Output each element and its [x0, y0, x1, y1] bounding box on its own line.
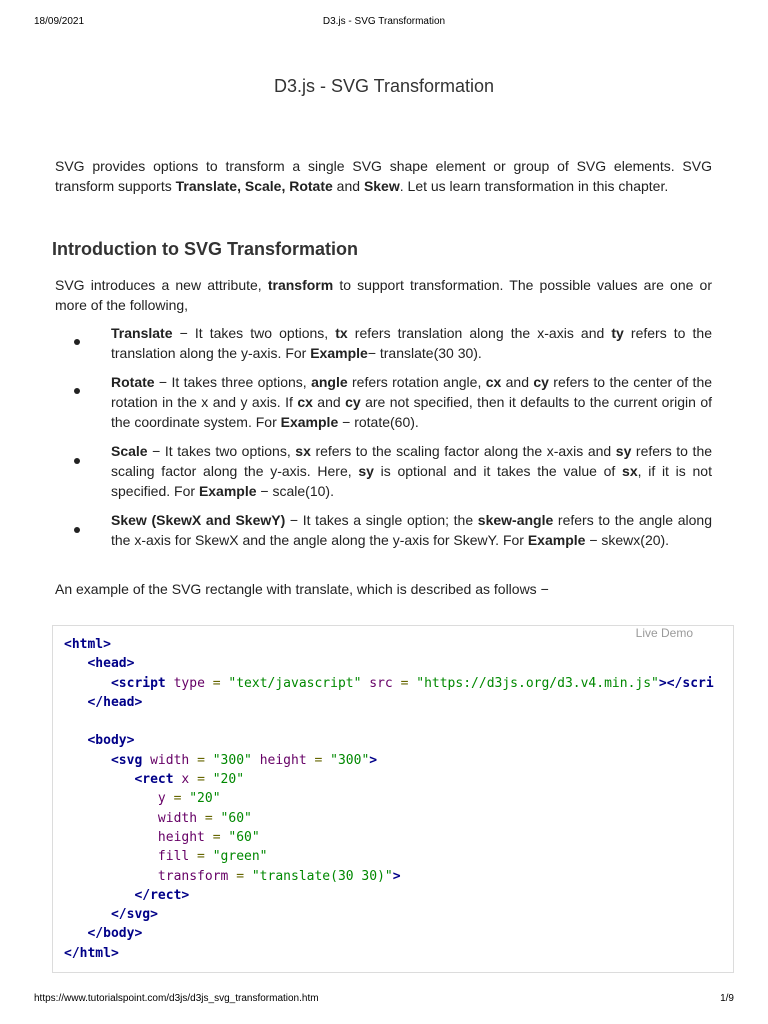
bullet-run: refers to the center of the rotation in the x and y axis. If — [111, 374, 713, 410]
code-line: <head> — [87, 656, 135, 672]
code-line: <body> — [87, 733, 135, 749]
bullet-bold: angle — [311, 374, 348, 390]
code-block — [52, 625, 734, 973]
bullet-run: − It takes three options, — [154, 374, 312, 390]
bullet-bold: sy — [358, 463, 374, 479]
bullet-run: − scale(10). — [256, 483, 334, 499]
bullet-run: and — [501, 374, 534, 390]
code-line: height = "60" — [157, 829, 260, 845]
bullet-run: − It takes two options, — [147, 443, 296, 459]
bullet-bold: Scale — [111, 443, 148, 459]
bullet-text — [111, 441, 712, 501]
bullet-run: and — [312, 394, 346, 410]
code-line: </html> — [64, 945, 119, 961]
bullet-dot — [74, 388, 80, 394]
bullet-text — [111, 510, 712, 550]
bullet-run: refers rotation angle, — [347, 374, 486, 390]
bullet-bold: cx — [297, 394, 313, 410]
bullet-bold: Example — [198, 483, 257, 499]
bullet-run: refers to the translation along the y-axis. For — [111, 325, 713, 361]
bullet-run: refers to the scaling factor along the x-axis and — [310, 443, 616, 459]
bullet-bold: Translate — [111, 325, 173, 341]
bullet-run: is optional and it takes the value of — [373, 463, 623, 479]
intro-paragraph — [55, 156, 712, 196]
bullet-bold: ty — [611, 325, 624, 341]
intro-text-2: and — [332, 178, 364, 194]
code-line: <script type = "text/javascript" src = "https://d3js.org/d3.v4.min.js"></scri — [110, 675, 714, 691]
bullet-bold: cy — [345, 394, 361, 410]
bullet-bold: sy — [615, 443, 632, 459]
code-line: </body> — [87, 926, 143, 942]
bullet-run: − rotate(60). — [338, 414, 419, 430]
bullet-bold: skew-angle — [477, 512, 554, 528]
live-demo-link[interactable]: Live Demo — [635, 626, 693, 640]
section-paragraph — [55, 275, 712, 315]
bullet-bold: tx — [335, 325, 348, 341]
intro-text-3: . Let us learn transformation in this chapter. — [399, 178, 669, 194]
bullet-run: refers to the scaling factor along the y-axis. Here, — [111, 443, 713, 479]
print-date: 18/09/2021 — [34, 16, 85, 27]
code-line: fill = "green" — [157, 849, 268, 865]
bullet-dot — [74, 339, 80, 345]
print-footer — [34, 993, 734, 1009]
bullet-run: − It takes a single option; the — [285, 512, 478, 528]
page-title: D3.js - SVG Transformation — [273, 76, 495, 96]
bullet-run: are not specified, then it defaults to the current origin of the coordinate system. For — [111, 394, 712, 430]
intro-text-1: SVG provides options to transform a single SVG shape element or group of SVG elements. SVG transform supports — [55, 158, 712, 194]
section-text-2: to support transformation. The possible values are one or more of the following, — [55, 277, 713, 313]
section-text-1: SVG introduces a new attribute, — [55, 277, 268, 293]
bullet-bold: Rotate — [111, 374, 155, 390]
page-number: 1/9 — [720, 993, 734, 1004]
intro-bold-1: Translate, Scale, Rotate — [175, 178, 333, 194]
code-line: y = "20" — [157, 791, 221, 807]
bullet-bold: sx — [295, 443, 311, 459]
code-line: <svg width = "300" height = "300"> — [110, 752, 378, 768]
code-line: </rect> — [134, 887, 190, 903]
bullet-text — [111, 372, 712, 432]
bullet-text — [111, 323, 712, 363]
bullet-bold: Example — [280, 414, 339, 430]
code-line: </svg> — [110, 907, 158, 923]
bullet-run: − It takes two options, — [172, 325, 336, 341]
bullet-dot — [74, 458, 80, 464]
intro-bold-2: Skew — [363, 178, 400, 194]
code-line: <html> — [64, 637, 111, 652]
bullet-bold: Example — [310, 345, 368, 361]
example-intro: An example of the SVG rectangle with translate, which is described as follows − — [55, 581, 549, 597]
bullet-bold: cy — [533, 374, 549, 390]
bullet-run: refers translation along the x-axis and — [347, 325, 612, 341]
code-listing — [64, 635, 714, 963]
section-heading: Introduction to SVG Transformation — [52, 239, 358, 259]
code-line: </head> — [87, 694, 143, 710]
bullet-run: − translate(30 30). — [367, 345, 482, 361]
bullet-run: , if it is not specified. For — [111, 463, 712, 499]
section-bold-1: transform — [267, 277, 334, 293]
code-line: width = "60" — [157, 810, 252, 826]
page-url: https://www.tutorialspoint.com/d3js/d3js_svg_transformation.htm — [34, 993, 319, 1004]
print-header — [34, 16, 734, 32]
bullet-bold: sx — [622, 463, 638, 479]
bullet-dot — [74, 527, 80, 533]
code-line: transform = "translate(30 30)"> — [157, 868, 401, 884]
bullet-bold: cx — [485, 374, 502, 390]
print-doc-title: D3.js - SVG Transformation — [322, 16, 446, 27]
bullet-bold: Skew (SkewX and SkewY) — [111, 512, 286, 528]
bullet-bold: Example — [527, 532, 586, 548]
code-line: <rect x = "20" — [134, 772, 245, 788]
bullet-run: − skewx(20). — [585, 532, 670, 548]
bullet-run: refers to the angle along the x-axis for SkewX and the angle along the y-axis for SkewY. For — [111, 512, 712, 548]
